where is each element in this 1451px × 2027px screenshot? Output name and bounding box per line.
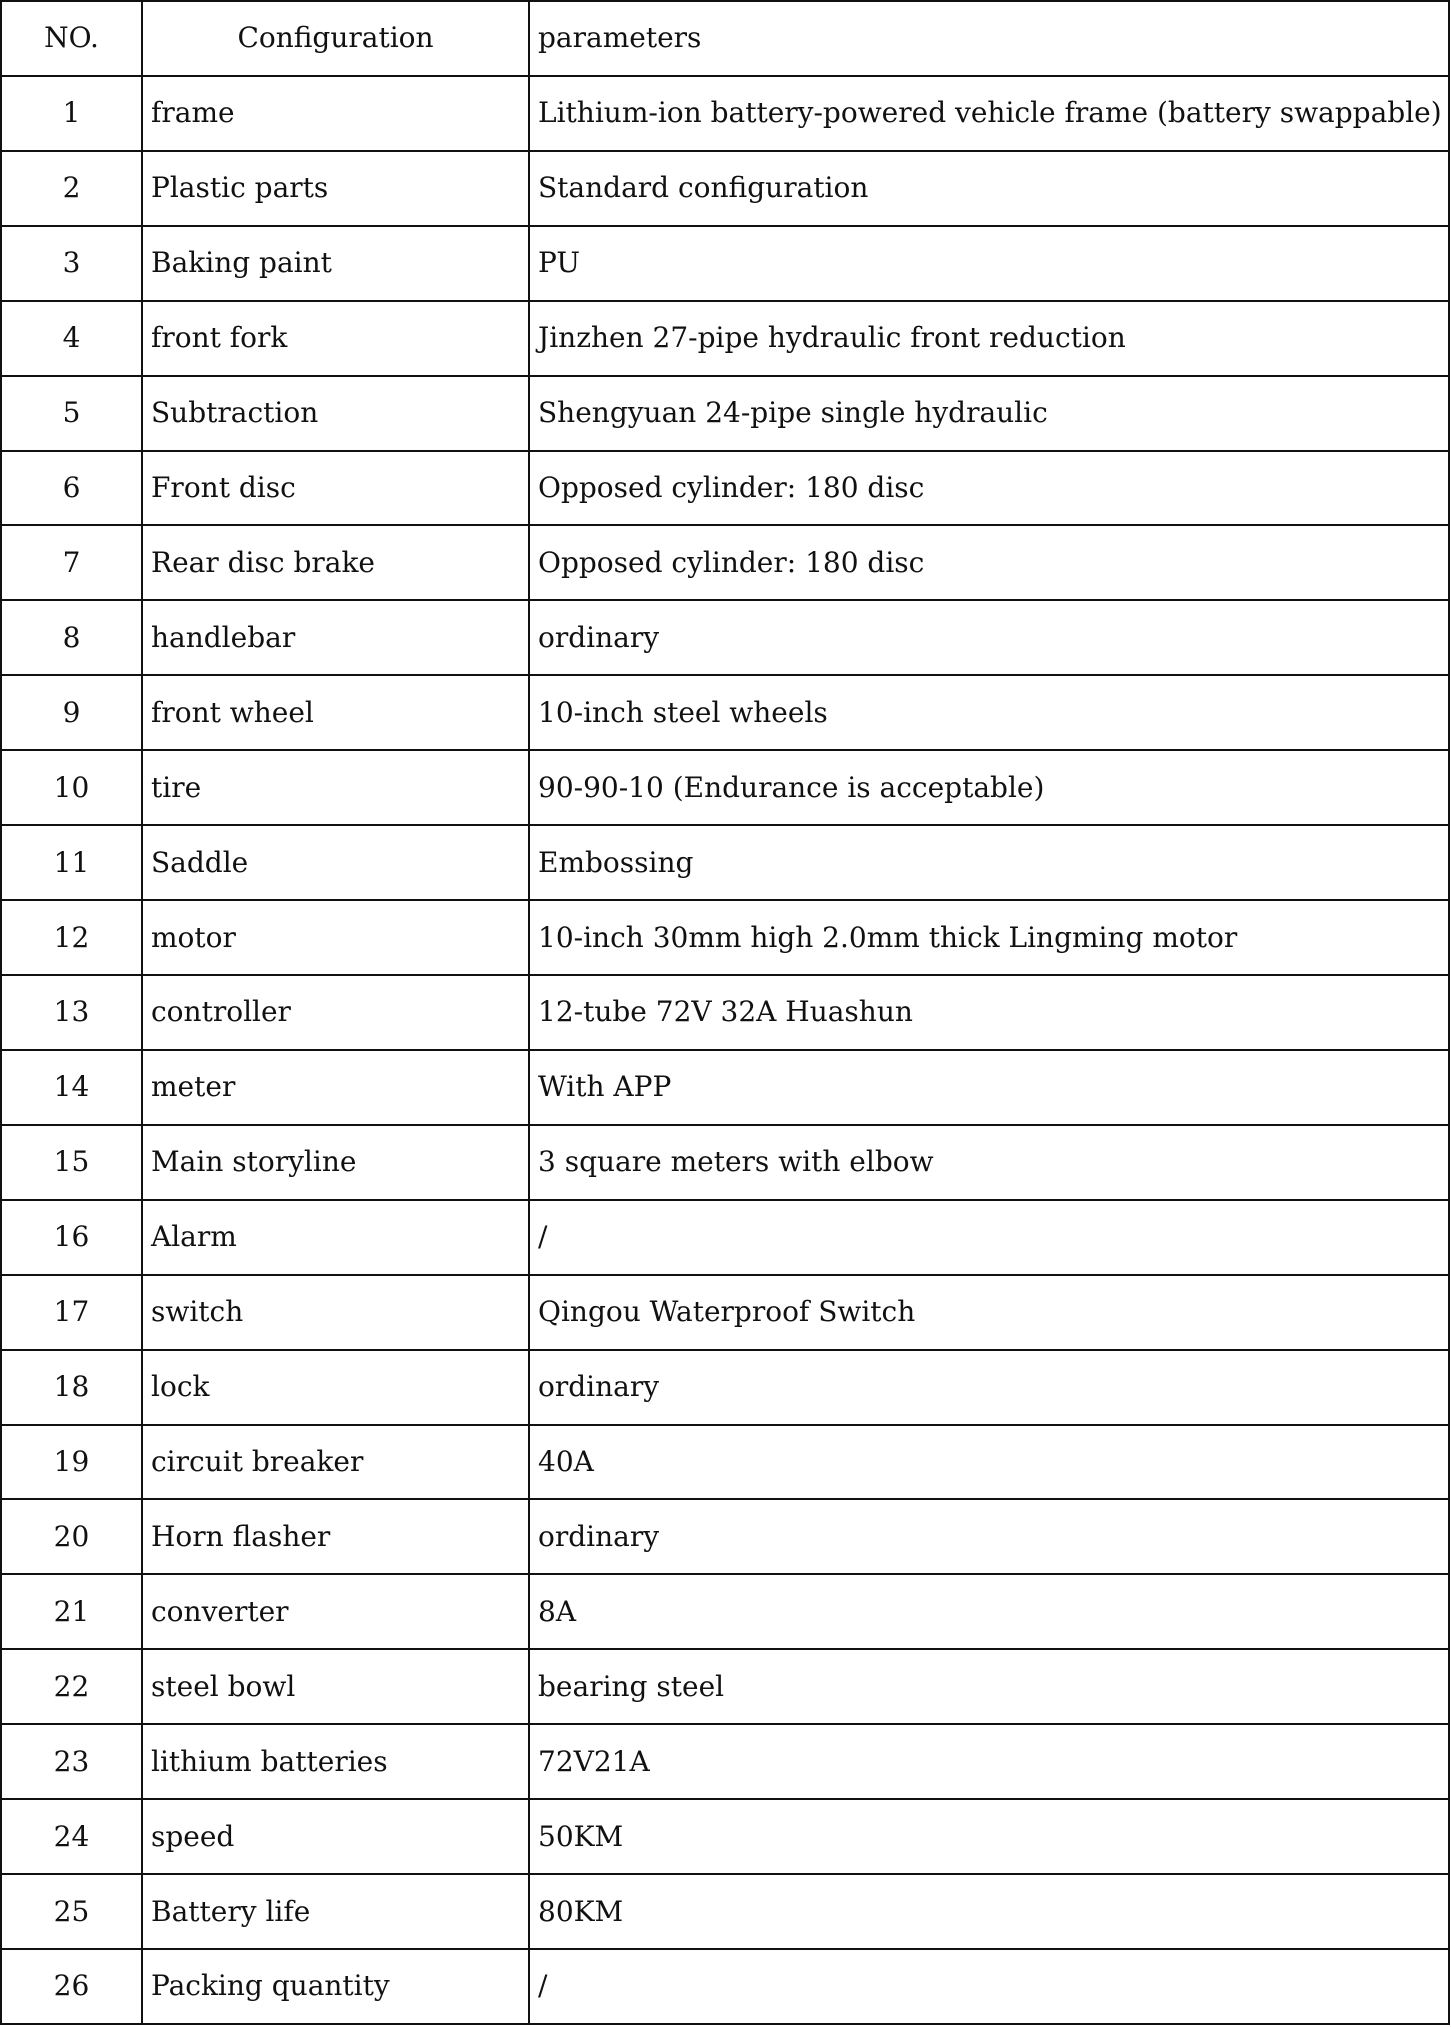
table-row bbox=[1, 525, 1449, 600]
header-configuration: Configuration bbox=[142, 1, 529, 76]
row-configuration: Battery life bbox=[142, 1874, 529, 1949]
row-number: 10 bbox=[1, 750, 142, 825]
row-parameters: Lithium-ion battery-powered vehicle frame (battery swappable) bbox=[529, 76, 1449, 151]
row-configuration: front fork bbox=[142, 301, 529, 376]
row-configuration: converter bbox=[142, 1574, 529, 1649]
row-parameters: 72V21A bbox=[529, 1724, 1449, 1799]
row-number: 5 bbox=[1, 376, 142, 451]
table-row bbox=[1, 1425, 1449, 1500]
row-number: 7 bbox=[1, 525, 142, 600]
table-row bbox=[1, 750, 1449, 825]
table-row bbox=[1, 1200, 1449, 1275]
row-number: 25 bbox=[1, 1874, 142, 1949]
row-parameters: PU bbox=[529, 226, 1449, 301]
header-parameters: parameters bbox=[529, 1, 1449, 76]
row-configuration: steel bowl bbox=[142, 1649, 529, 1724]
table-row bbox=[1, 1799, 1449, 1874]
row-number: 1 bbox=[1, 76, 142, 151]
table-row bbox=[1, 1350, 1449, 1425]
table-row bbox=[1, 1949, 1449, 2024]
row-parameters: 12-tube 72V 32A Huashun bbox=[529, 975, 1449, 1050]
row-configuration: Plastic parts bbox=[142, 151, 529, 226]
row-parameters: 10-inch 30mm high 2.0mm thick Lingming motor bbox=[529, 900, 1449, 975]
row-configuration: lithium batteries bbox=[142, 1724, 529, 1799]
header-no: NO. bbox=[1, 1, 142, 76]
row-number: 19 bbox=[1, 1425, 142, 1500]
row-number: 14 bbox=[1, 1050, 142, 1125]
row-configuration: Horn flasher bbox=[142, 1499, 529, 1574]
row-number: 16 bbox=[1, 1200, 142, 1275]
row-number: 23 bbox=[1, 1724, 142, 1799]
row-configuration: Baking paint bbox=[142, 226, 529, 301]
row-number: 3 bbox=[1, 226, 142, 301]
table-row bbox=[1, 1649, 1449, 1724]
row-configuration: speed bbox=[142, 1799, 529, 1874]
row-configuration: motor bbox=[142, 900, 529, 975]
row-number: 20 bbox=[1, 1499, 142, 1574]
table-row bbox=[1, 1574, 1449, 1649]
row-configuration: front wheel bbox=[142, 675, 529, 750]
row-configuration: Main storyline bbox=[142, 1125, 529, 1200]
table-row bbox=[1, 900, 1449, 975]
table-row bbox=[1, 151, 1449, 226]
row-number: 21 bbox=[1, 1574, 142, 1649]
row-configuration: lock bbox=[142, 1350, 529, 1425]
table-row bbox=[1, 1724, 1449, 1799]
row-parameters: ordinary bbox=[529, 1350, 1449, 1425]
table-row bbox=[1, 76, 1449, 151]
table-row bbox=[1, 1050, 1449, 1125]
row-number: 22 bbox=[1, 1649, 142, 1724]
row-number: 17 bbox=[1, 1275, 142, 1350]
row-number: 4 bbox=[1, 301, 142, 376]
row-parameters: Standard configuration bbox=[529, 151, 1449, 226]
row-number: 18 bbox=[1, 1350, 142, 1425]
row-configuration: switch bbox=[142, 1275, 529, 1350]
row-parameters: bearing steel bbox=[529, 1649, 1449, 1724]
table-row bbox=[1, 675, 1449, 750]
table-row bbox=[1, 975, 1449, 1050]
row-parameters: Qingou Waterproof Switch bbox=[529, 1275, 1449, 1350]
row-number: 15 bbox=[1, 1125, 142, 1200]
table-row bbox=[1, 301, 1449, 376]
row-configuration: Subtraction bbox=[142, 376, 529, 451]
row-configuration: Front disc bbox=[142, 451, 529, 526]
table-row bbox=[1, 451, 1449, 526]
row-parameters: 90-90-10 (Endurance is acceptable) bbox=[529, 750, 1449, 825]
row-configuration: tire bbox=[142, 750, 529, 825]
row-parameters: 3 square meters with elbow bbox=[529, 1125, 1449, 1200]
row-parameters: 8A bbox=[529, 1574, 1449, 1649]
table-row bbox=[1, 1499, 1449, 1574]
table-row bbox=[1, 226, 1449, 301]
row-configuration: circuit breaker bbox=[142, 1425, 529, 1500]
row-configuration: meter bbox=[142, 1050, 529, 1125]
row-configuration: Packing quantity bbox=[142, 1949, 529, 2024]
row-parameters: Embossing bbox=[529, 825, 1449, 900]
row-parameters: 50KM bbox=[529, 1799, 1449, 1874]
table-row bbox=[1, 825, 1449, 900]
row-number: 13 bbox=[1, 975, 142, 1050]
row-configuration: Saddle bbox=[142, 825, 529, 900]
table-row bbox=[1, 1275, 1449, 1350]
row-parameters: 40A bbox=[529, 1425, 1449, 1500]
row-configuration: Rear disc brake bbox=[142, 525, 529, 600]
row-parameters: Opposed cylinder: 180 disc bbox=[529, 525, 1449, 600]
row-configuration: controller bbox=[142, 975, 529, 1050]
row-number: 9 bbox=[1, 675, 142, 750]
row-parameters: 80KM bbox=[529, 1874, 1449, 1949]
row-number: 26 bbox=[1, 1949, 142, 2024]
table-row bbox=[1, 1874, 1449, 1949]
row-parameters: Opposed cylinder: 180 disc bbox=[529, 451, 1449, 526]
row-number: 12 bbox=[1, 900, 142, 975]
row-parameters: Jinzhen 27-pipe hydraulic front reduction bbox=[529, 301, 1449, 376]
table-row bbox=[1, 600, 1449, 675]
row-parameters: ordinary bbox=[529, 1499, 1449, 1574]
row-parameters: / bbox=[529, 1949, 1449, 2024]
row-parameters: ordinary bbox=[529, 600, 1449, 675]
row-configuration: frame bbox=[142, 76, 529, 151]
row-number: 11 bbox=[1, 825, 142, 900]
row-number: 8 bbox=[1, 600, 142, 675]
row-configuration: handlebar bbox=[142, 600, 529, 675]
row-number: 6 bbox=[1, 451, 142, 526]
table-header-row bbox=[1, 1, 1449, 76]
row-parameters: 10-inch steel wheels bbox=[529, 675, 1449, 750]
row-configuration: Alarm bbox=[142, 1200, 529, 1275]
row-number: 2 bbox=[1, 151, 142, 226]
table-row bbox=[1, 376, 1449, 451]
spec-table-body bbox=[1, 1, 1449, 2024]
row-parameters: Shengyuan 24-pipe single hydraulic bbox=[529, 376, 1449, 451]
row-number: 24 bbox=[1, 1799, 142, 1874]
table-row bbox=[1, 1125, 1449, 1200]
row-parameters: / bbox=[529, 1200, 1449, 1275]
row-parameters: With APP bbox=[529, 1050, 1449, 1125]
